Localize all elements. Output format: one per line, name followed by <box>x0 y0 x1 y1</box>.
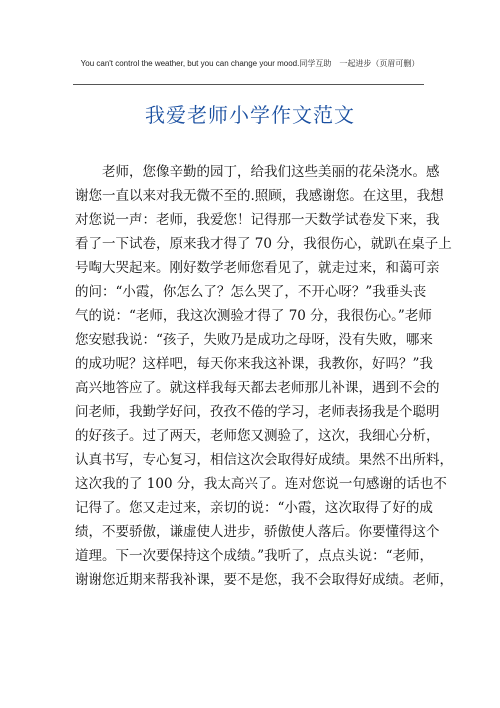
essay-line: 对您说一声：老师，我爱您！记得那一天数学试卷发下来，我 <box>75 212 440 228</box>
essay-line: 记得了。您又走过来，亲切的说：“小霞，这次取得了好的成 <box>75 500 433 516</box>
essay-body <box>75 160 453 592</box>
essay-line: 谢谢您近期来帮我补课，要不是您，我不会取得好成绩。老师， <box>75 572 453 588</box>
essay-line: 认真书写，专心复习，相信这次会取得好成绩。果然不出所料， <box>75 452 453 468</box>
header-quote-cn: 同学互助 一起进步（页眉可删） <box>299 59 420 68</box>
essay-line: 绩，不要骄傲，谦虚使人进步，骄傲使人落后。你要懂得这个 <box>75 524 440 540</box>
essay-line: 这次我的了 100 分，我太高兴了。连对您说一句感谢的话也不 <box>75 476 447 492</box>
essay-line: 老师，您像辛勤的园丁，给我们这些美丽的花朵浇水。感 <box>102 164 440 180</box>
essay-line: 问老师，我勤学好问，孜孜不倦的学习，老师表扬我是个聪明 <box>75 404 440 420</box>
essay-line: 的问：“小霞，你怎么了？怎么哭了，不开心呀？”我垂头丧 <box>75 284 427 300</box>
essay-line: 您安慰我说：“孩子，失败乃是成功之母呀，没有失败，哪来 <box>75 332 433 348</box>
document-title: 我爱老师小学作文范文 <box>145 103 355 127</box>
essay-line: 谢您一直以来对我无微不至的.照顾，我感谢您。在这里，我想 <box>75 188 444 204</box>
header-quote-en: You can't control the weather, but you can change your mood. <box>80 59 300 68</box>
essay-line: 高兴地答应了。就这样我每天都去老师那儿补课，遇到不会的 <box>75 380 440 396</box>
page-header <box>0 58 500 70</box>
essay-line: 道理。下一次要保持这个成绩。”我听了，点点头说：“老师， <box>75 548 434 564</box>
essay-line: 号啕大哭起来。刚好数学老师您看见了，就走过来，和蔼可亲 <box>75 260 440 276</box>
header-divider <box>73 84 424 85</box>
essay-line: 气的说：“老师，我这次测验才得了 70 分，我很伤心。”老师 <box>75 308 432 324</box>
essay-line: 的成功呢？这样吧，每天你来我这补课，我教你，好吗？”我 <box>75 356 433 372</box>
essay-line: 看了一下试卷，原来我才得了 70 分，我很伤心，就趴在桌子上 <box>75 236 452 252</box>
essay-line: 的好孩子。过了两天，老师您又测验了，这次，我细心分析， <box>75 428 440 444</box>
